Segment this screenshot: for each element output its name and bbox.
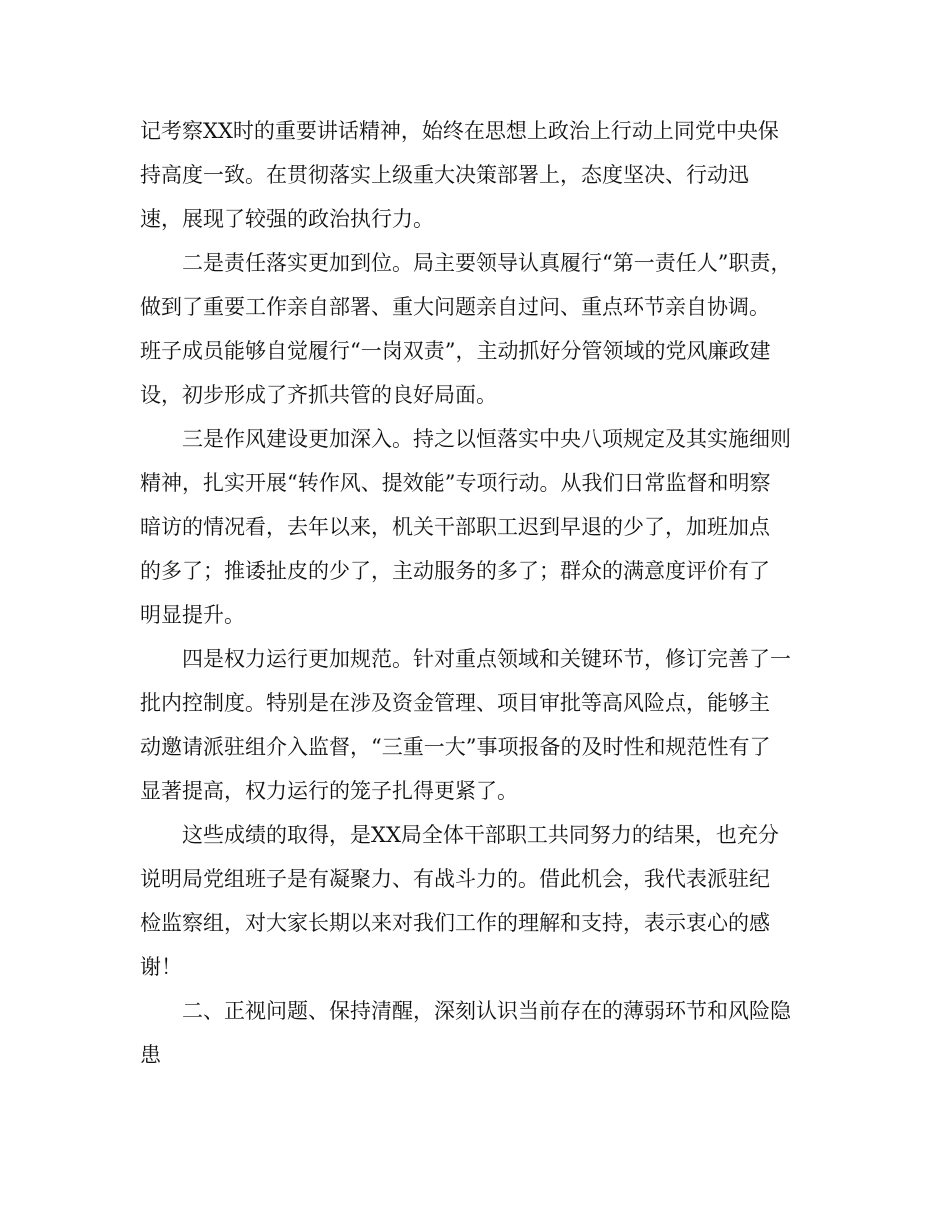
text-line: 做到了重要工作亲自部署、重大问题亲自过问、重点环节亲自协调。 — [140, 295, 770, 319]
text-line: 谢！ — [140, 955, 182, 979]
text-line: 显著提高，权力运行的笼子扎得更紧了。 — [140, 779, 518, 803]
text-line: 的多了；推诿扯皮的少了，主动服务的多了；群众的满意度评价有了 — [140, 559, 770, 583]
text-line: 明显提升。 — [140, 603, 245, 627]
text-line: 持高度一致。在贯彻落实上级重大决策部署上，态度坚决、行动迅 — [140, 163, 749, 187]
paragraph-first-line: 二是责任落实更加到位。局主要领导认真履行“第一责任人”职责， — [182, 251, 792, 275]
paragraph-first-line: 三是作风建设更加深入。持之以恒落实中央八项规定及其实施细则 — [182, 427, 791, 451]
text-line: 说明局党组班子是有凝聚力、有战斗力的。借此机会，我代表派驻纪 — [140, 867, 770, 891]
paragraph-first-line: 四是权力运行更加规范。针对重点领域和关键环节，修订完善了一 — [182, 647, 791, 671]
text-line: 检监察组，对大家长期以来对我们工作的理解和支持，表示衷心的感 — [140, 911, 770, 935]
section-heading-line: 二、正视问题、保持清醒，深刻认识当前存在的薄弱环节和风险隐 — [182, 999, 791, 1023]
text-line: 班子成员能够自觉履行“一岗双责”，主动抓好分管领域的党风廉政建 — [140, 339, 771, 363]
text-line: 速，展现了较强的政治执行力。 — [140, 207, 434, 231]
section-heading-line: 患 — [140, 1043, 161, 1067]
text-line: 记考察XX时的重要讲话精神，始终在思想上政治上行动上同党中央保 — [140, 119, 779, 143]
paragraph-first-line: 这些成绩的取得，是XX局全体干部职工共同努力的结果，也充分 — [182, 823, 779, 847]
text-line: 批内控制度。特别是在涉及资金管理、项目审批等高风险点，能够主 — [140, 691, 770, 715]
text-line: 精神，扎实开展“转作风、提效能”专项行动。从我们日常监督和明察 — [140, 471, 771, 495]
text-line: 暗访的情况看，去年以来，机关干部职工迟到早退的少了，加班加点 — [140, 515, 770, 539]
text-line: 动邀请派驻组介入监督，“三重一大”事项报备的及时性和规范性有了 — [140, 735, 771, 759]
text-line: 设，初步形成了齐抓共管的良好局面。 — [140, 383, 497, 407]
